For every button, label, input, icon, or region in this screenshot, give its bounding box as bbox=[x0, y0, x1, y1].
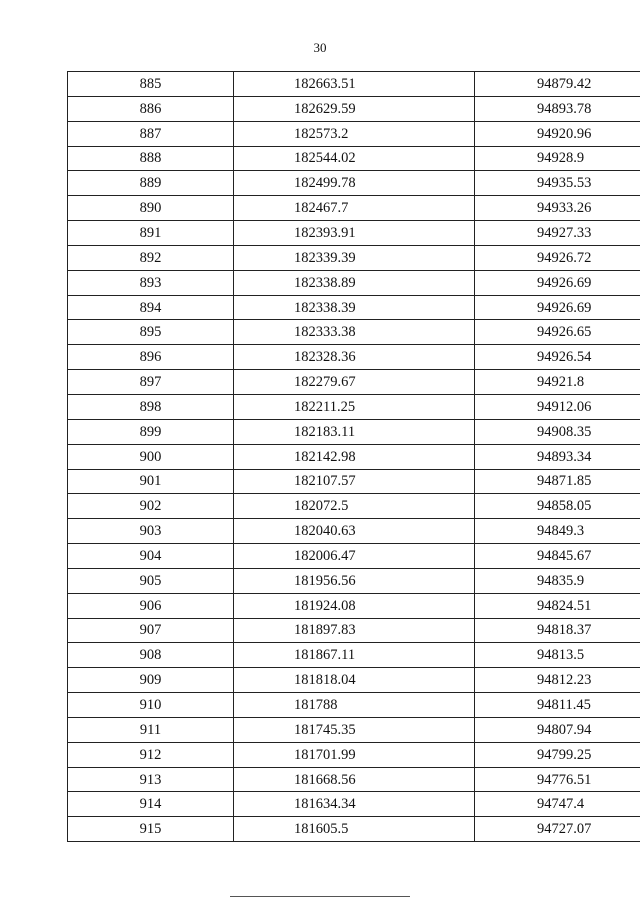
x-coordinate-cell: 182663.51 bbox=[234, 72, 475, 97]
y-coordinate-cell: 94879.42 bbox=[475, 72, 640, 97]
y-coordinate-cell: 94824.51 bbox=[475, 593, 640, 618]
point-number-cell: 891 bbox=[68, 221, 234, 246]
point-number-cell: 913 bbox=[68, 767, 234, 792]
x-coordinate-cell: 182072.5 bbox=[234, 494, 475, 519]
point-number-cell: 898 bbox=[68, 394, 234, 419]
x-coordinate-cell: 181605.5 bbox=[234, 817, 475, 842]
point-number-cell: 889 bbox=[68, 171, 234, 196]
table-row bbox=[68, 593, 640, 618]
point-number-cell: 900 bbox=[68, 444, 234, 469]
y-coordinate-cell: 94921.8 bbox=[475, 370, 640, 395]
y-coordinate-cell: 94811.45 bbox=[475, 693, 640, 718]
point-number-cell: 905 bbox=[68, 568, 234, 593]
x-coordinate-cell: 182006.47 bbox=[234, 544, 475, 569]
table-row bbox=[68, 394, 640, 419]
table-row bbox=[68, 171, 640, 196]
y-coordinate-cell: 94747.4 bbox=[475, 792, 640, 817]
table-row bbox=[68, 444, 640, 469]
bottom-divider bbox=[230, 896, 410, 897]
y-coordinate-cell: 94813.5 bbox=[475, 643, 640, 668]
x-coordinate-cell: 182279.67 bbox=[234, 370, 475, 395]
point-number-cell: 914 bbox=[68, 792, 234, 817]
x-coordinate-cell: 182544.02 bbox=[234, 146, 475, 171]
table-row bbox=[68, 643, 640, 668]
x-coordinate-cell: 182328.36 bbox=[234, 345, 475, 370]
table-row bbox=[68, 792, 640, 817]
x-coordinate-cell: 182393.91 bbox=[234, 221, 475, 246]
table-row bbox=[68, 419, 640, 444]
x-coordinate-cell: 181788 bbox=[234, 693, 475, 718]
y-coordinate-cell: 94935.53 bbox=[475, 171, 640, 196]
y-coordinate-cell: 94807.94 bbox=[475, 717, 640, 742]
table-row bbox=[68, 693, 640, 718]
x-coordinate-cell: 182339.39 bbox=[234, 245, 475, 270]
table-row bbox=[68, 519, 640, 544]
y-coordinate-cell: 94926.69 bbox=[475, 270, 640, 295]
table-row bbox=[68, 817, 640, 842]
point-number-cell: 908 bbox=[68, 643, 234, 668]
y-coordinate-cell: 94933.26 bbox=[475, 196, 640, 221]
x-coordinate-cell: 181924.08 bbox=[234, 593, 475, 618]
x-coordinate-cell: 181745.35 bbox=[234, 717, 475, 742]
table-body bbox=[68, 72, 640, 842]
point-number-cell: 885 bbox=[68, 72, 234, 97]
point-number-cell: 902 bbox=[68, 494, 234, 519]
table-row bbox=[68, 221, 640, 246]
page-number: 30 bbox=[313, 40, 327, 55]
point-number-cell: 904 bbox=[68, 544, 234, 569]
point-number-cell: 912 bbox=[68, 742, 234, 767]
x-coordinate-cell: 182183.11 bbox=[234, 419, 475, 444]
x-coordinate-cell: 182142.98 bbox=[234, 444, 475, 469]
x-coordinate-cell: 182107.57 bbox=[234, 469, 475, 494]
table-row bbox=[68, 96, 640, 121]
y-coordinate-cell: 94908.35 bbox=[475, 419, 640, 444]
point-number-cell: 892 bbox=[68, 245, 234, 270]
y-coordinate-cell: 94912.06 bbox=[475, 394, 640, 419]
table-row bbox=[68, 146, 640, 171]
x-coordinate-cell: 181634.34 bbox=[234, 792, 475, 817]
x-coordinate-cell: 181867.11 bbox=[234, 643, 475, 668]
point-number-cell: 903 bbox=[68, 519, 234, 544]
y-coordinate-cell: 94835.9 bbox=[475, 568, 640, 593]
table-row bbox=[68, 568, 640, 593]
table-row bbox=[68, 370, 640, 395]
table-row bbox=[68, 618, 640, 643]
y-coordinate-cell: 94927.33 bbox=[475, 221, 640, 246]
point-number-cell: 893 bbox=[68, 270, 234, 295]
y-coordinate-cell: 94926.69 bbox=[475, 295, 640, 320]
x-coordinate-cell: 181897.83 bbox=[234, 618, 475, 643]
table-row bbox=[68, 345, 640, 370]
y-coordinate-cell: 94858.05 bbox=[475, 494, 640, 519]
table-row bbox=[68, 196, 640, 221]
x-coordinate-cell: 181668.56 bbox=[234, 767, 475, 792]
table-row bbox=[68, 494, 640, 519]
point-number-cell: 899 bbox=[68, 419, 234, 444]
point-number-cell: 901 bbox=[68, 469, 234, 494]
y-coordinate-cell: 94727.07 bbox=[475, 817, 640, 842]
coordinate-table bbox=[67, 71, 640, 842]
table-row bbox=[68, 270, 640, 295]
x-coordinate-cell: 182211.25 bbox=[234, 394, 475, 419]
y-coordinate-cell: 94928.9 bbox=[475, 146, 640, 171]
y-coordinate-cell: 94920.96 bbox=[475, 121, 640, 146]
point-number-cell: 911 bbox=[68, 717, 234, 742]
y-coordinate-cell: 94871.85 bbox=[475, 469, 640, 494]
table-row bbox=[68, 245, 640, 270]
y-coordinate-cell: 94818.37 bbox=[475, 618, 640, 643]
point-number-cell: 909 bbox=[68, 668, 234, 693]
table-row bbox=[68, 668, 640, 693]
x-coordinate-cell: 182338.39 bbox=[234, 295, 475, 320]
point-number-cell: 886 bbox=[68, 96, 234, 121]
y-coordinate-cell: 94926.72 bbox=[475, 245, 640, 270]
x-coordinate-cell: 182467.7 bbox=[234, 196, 475, 221]
x-coordinate-cell: 182338.89 bbox=[234, 270, 475, 295]
point-number-cell: 896 bbox=[68, 345, 234, 370]
point-number-cell: 890 bbox=[68, 196, 234, 221]
x-coordinate-cell: 181701.99 bbox=[234, 742, 475, 767]
table-row bbox=[68, 717, 640, 742]
x-coordinate-cell: 182040.63 bbox=[234, 519, 475, 544]
table-row bbox=[68, 544, 640, 569]
y-coordinate-cell: 94799.25 bbox=[475, 742, 640, 767]
x-coordinate-cell: 181956.56 bbox=[234, 568, 475, 593]
point-number-cell: 897 bbox=[68, 370, 234, 395]
table-row bbox=[68, 320, 640, 345]
table-row bbox=[68, 72, 640, 97]
point-number-cell: 888 bbox=[68, 146, 234, 171]
table-row bbox=[68, 742, 640, 767]
table-row bbox=[68, 295, 640, 320]
point-number-cell: 894 bbox=[68, 295, 234, 320]
y-coordinate-cell: 94849.3 bbox=[475, 519, 640, 544]
table-row bbox=[68, 469, 640, 494]
point-number-cell: 910 bbox=[68, 693, 234, 718]
table-row bbox=[68, 121, 640, 146]
table-row bbox=[68, 767, 640, 792]
y-coordinate-cell: 94845.67 bbox=[475, 544, 640, 569]
y-coordinate-cell: 94776.51 bbox=[475, 767, 640, 792]
x-coordinate-cell: 182499.78 bbox=[234, 171, 475, 196]
point-number-cell: 907 bbox=[68, 618, 234, 643]
point-number-cell: 887 bbox=[68, 121, 234, 146]
point-number-cell: 895 bbox=[68, 320, 234, 345]
y-coordinate-cell: 94893.34 bbox=[475, 444, 640, 469]
x-coordinate-cell: 182573.2 bbox=[234, 121, 475, 146]
x-coordinate-cell: 182629.59 bbox=[234, 96, 475, 121]
y-coordinate-cell: 94926.54 bbox=[475, 345, 640, 370]
point-number-cell: 906 bbox=[68, 593, 234, 618]
x-coordinate-cell: 181818.04 bbox=[234, 668, 475, 693]
y-coordinate-cell: 94926.65 bbox=[475, 320, 640, 345]
point-number-cell: 915 bbox=[68, 817, 234, 842]
y-coordinate-cell: 94893.78 bbox=[475, 96, 640, 121]
x-coordinate-cell: 182333.38 bbox=[234, 320, 475, 345]
y-coordinate-cell: 94812.23 bbox=[475, 668, 640, 693]
